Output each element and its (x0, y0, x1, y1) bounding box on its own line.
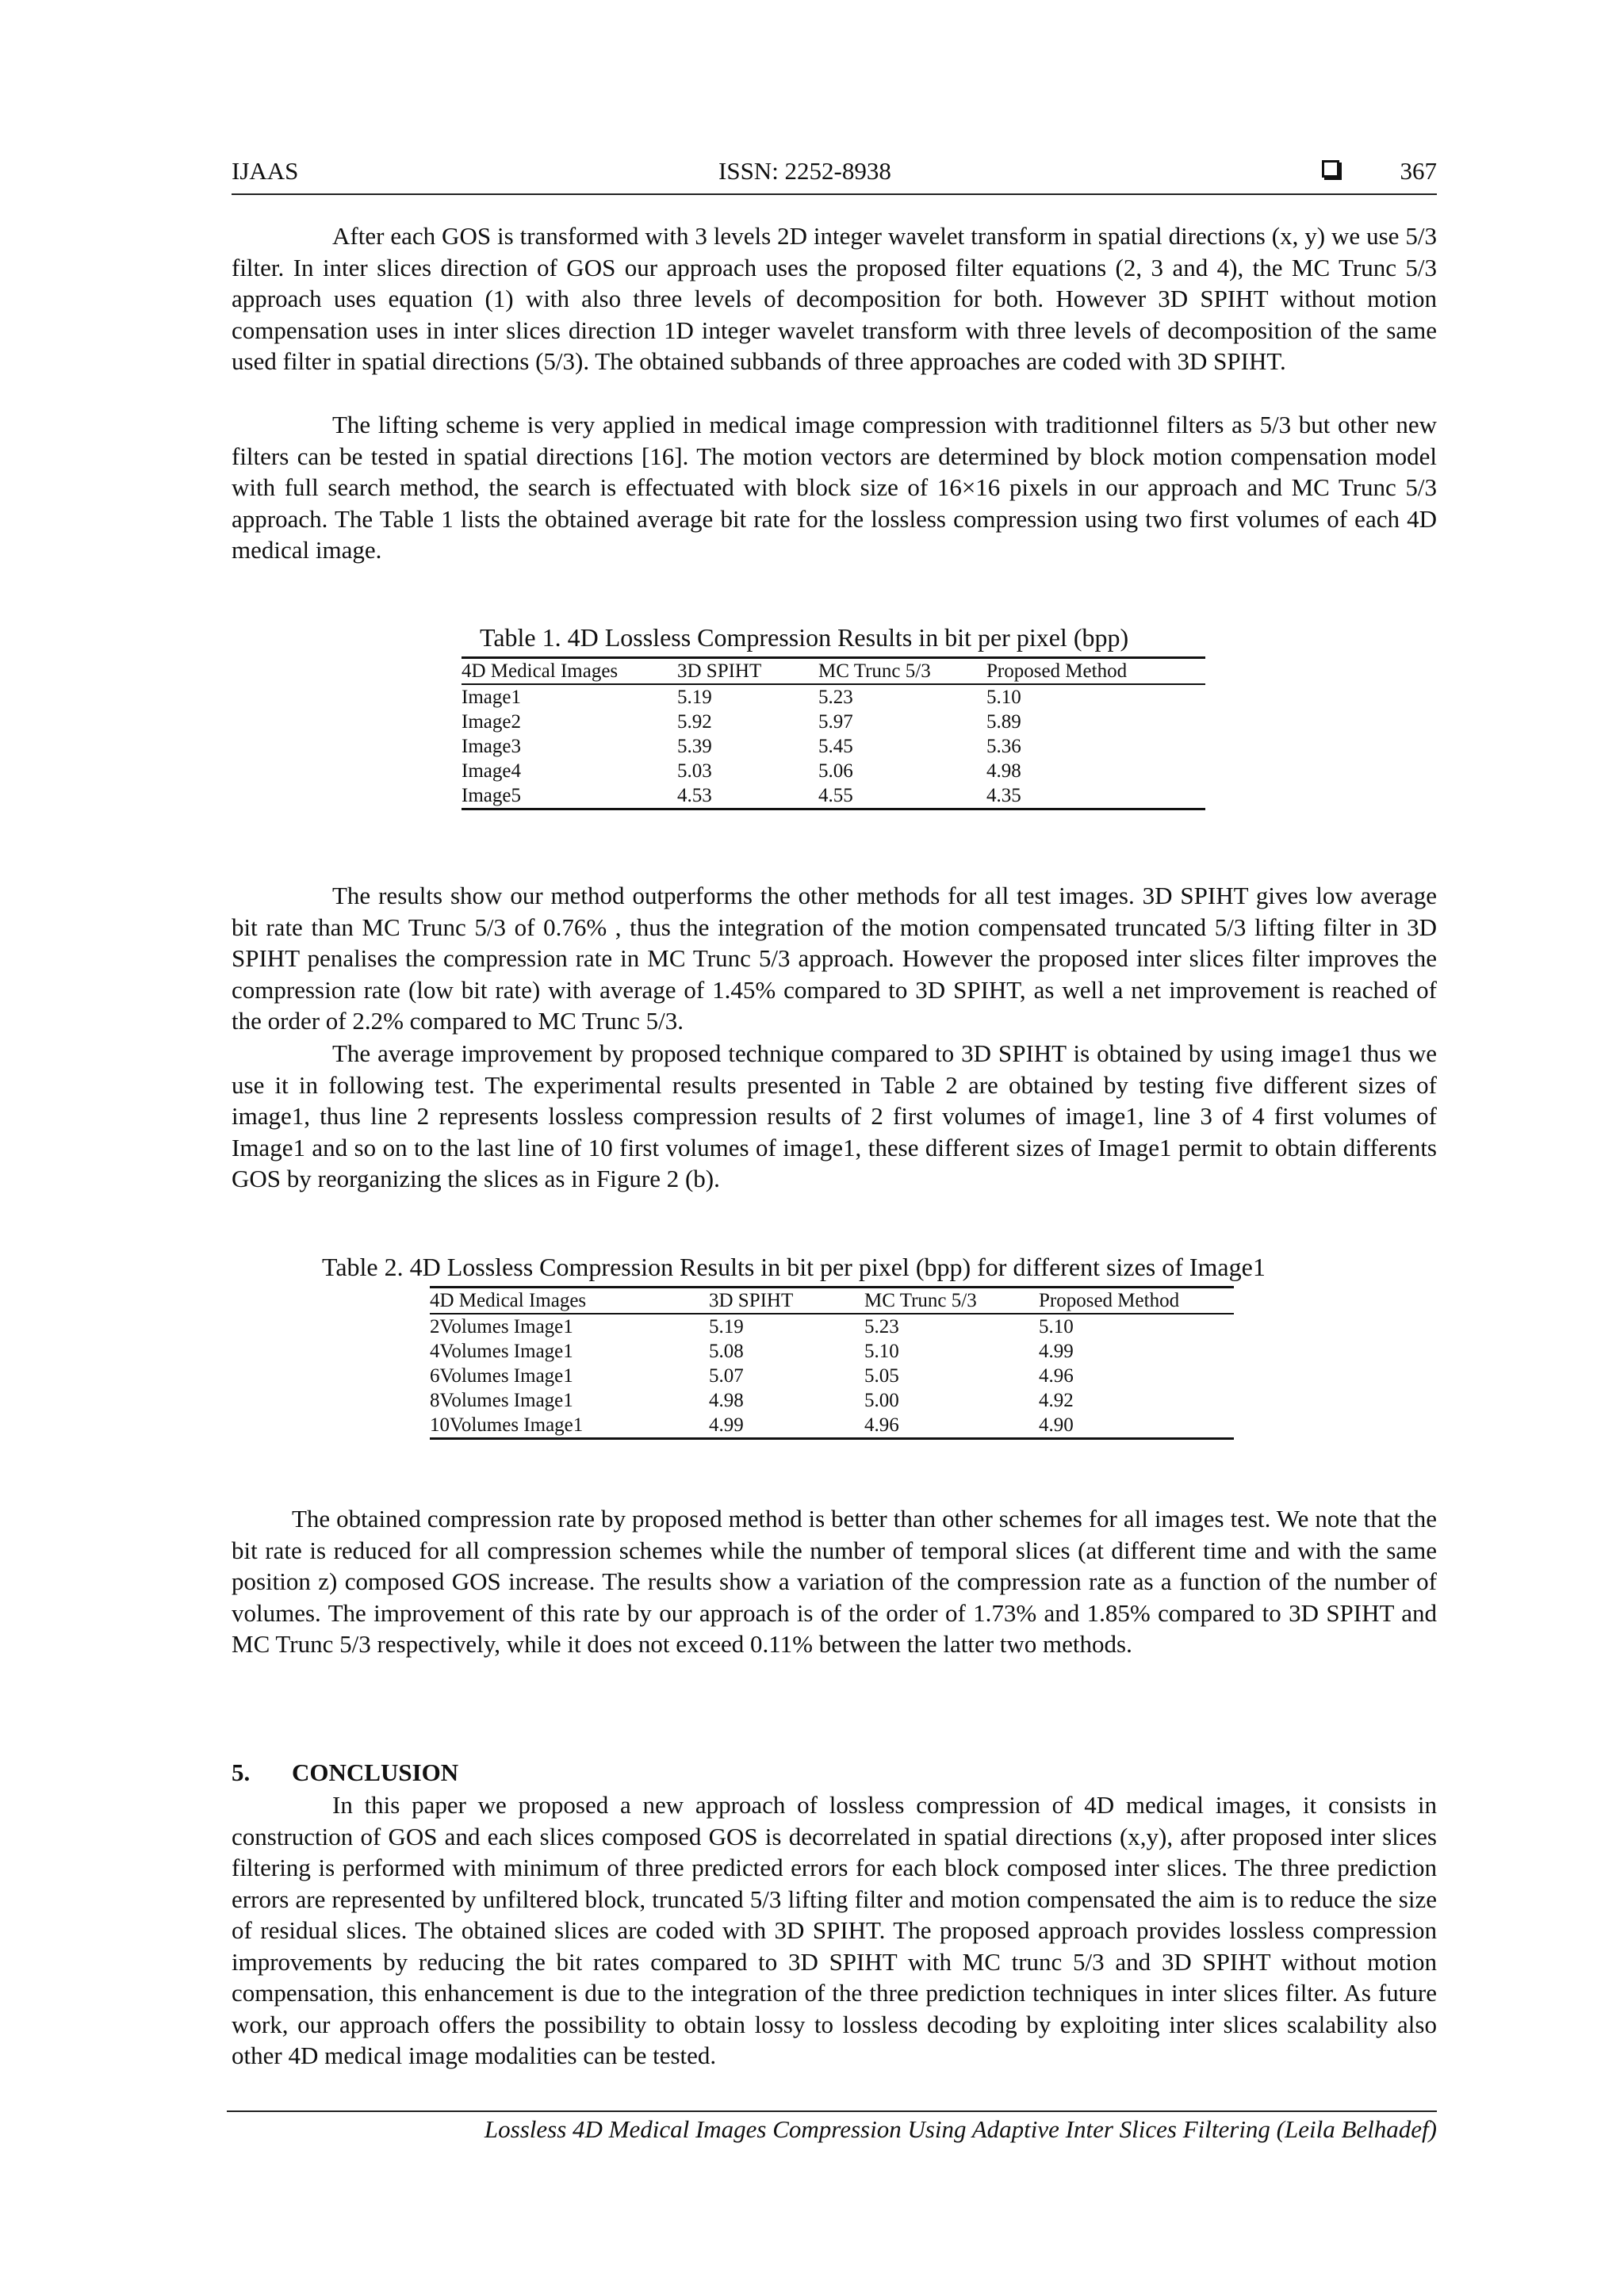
table-cell: 4.90 (1039, 1413, 1234, 1439)
table-cell: 5.10 (986, 687, 1021, 708)
issn: ISSN: 2252-8938 (718, 157, 891, 185)
paragraph-4: The average improvement by proposed technique compared to 3D SPIHT is obtained by using image1 thus we use it in following test. The experimental results presented in Table 2 are obtained by testing five different sizes of image1, thus line 2 represents lossless compression results of 2 first volumes of image1, line 3 of 4 first volumes of Image1 and so on to the last line of 10 first volumes of image1, these different sizes of Image1 permit to obtain differents GOS by reorganizing the slices as in Figure 2 (b). (232, 1039, 1437, 1192)
table-cell: 10Volumes Image1 (430, 1413, 709, 1439)
column-header: Proposed Method (986, 658, 1205, 685)
page-header (232, 154, 1437, 195)
table-header-row (430, 1288, 1234, 1314)
table-cell: Image4 (462, 760, 521, 782)
table-cell: 5.97 (818, 711, 853, 733)
column-header: MC Trunc 5/3 (818, 658, 986, 685)
table-header-row (462, 658, 1205, 685)
conclusion-paragraph: In this paper we proposed a new approach of lossless compression of 4D medical images, it consists in construction of GOS and each slices composed GOS is decorrelated in spatial directions (x,y), after proposed inter slices filtering is performed with minimum of three predicted errors for each block composed inter slices. The three prediction errors are represented by unfiltered block, truncated 5/3 lifting filter and motion compensated the aim is to reduce the size of residual slices. The obtained slices are coded with 3D SPIHT. The proposed approach provides lossless compression improvements by reducing the bit rates compared to 3D SPIHT with MC trunc 5/3 and 3D SPIHT without motion compensation, this enhancement is due to the integration of the three prediction techniques in inter slices filter. As future work, our approach offers the possibility to obtain lossy to lossless decoding by exploiting inter slices scalability also other 4D medical image modalities can be tested. (232, 1791, 1437, 2069)
table-cell: 5.45 (818, 736, 853, 757)
table-cell: 5.39 (677, 736, 712, 757)
table-cell: 5.19 (677, 687, 712, 708)
table-cell: 5.03 (677, 760, 712, 782)
table-row (462, 759, 1205, 783)
column-header: 4D Medical Images (430, 1288, 709, 1314)
column-header: 4D Medical Images (462, 658, 677, 685)
table-cell: Image3 (462, 736, 521, 757)
table-row (430, 1413, 1234, 1439)
table-cell: Image2 (462, 711, 521, 733)
table-cell: 4.35 (986, 783, 1205, 809)
table-2-caption: Table 2. 4D Lossless Compression Results in bit per pixel (bpp) for different sizes of Image1 (322, 1253, 1266, 1281)
column-header: Proposed Method (1039, 1288, 1234, 1314)
table-cell: 4.53 (677, 783, 818, 809)
table-cell: 5.36 (986, 736, 1021, 757)
table-2 (430, 1286, 1234, 1440)
table-cell: Image1 (462, 687, 521, 708)
paragraph-3: The results show our method outperforms the other methods for all test images. 3D SPIHT gives low average bit rate than MC Trunc 5/3 of 0.76% , thus the integration of the motion compensated truncated 5/3 lifting filter in 3D SPIHT penalises the compression rate in MC Trunc 5/3 approach. However the proposed inter slices filter improves the compression rate (low bit rate) with average of 1.45% compared to 3D SPIHT, as well a net improvement is reached of the order of 2.2% compared to MC Trunc 5/3. (232, 882, 1437, 1035)
table-cell: 5.10 (864, 1341, 899, 1362)
table-cell: 4.98 (986, 760, 1021, 782)
column-header: 3D SPIHT (709, 1288, 864, 1314)
table-cell: 5.05 (864, 1365, 899, 1387)
table-row (462, 684, 1205, 710)
table-cell: 5.10 (1039, 1316, 1074, 1337)
table-cell: 2Volumes Image1 (430, 1316, 573, 1337)
table-row (430, 1364, 1234, 1388)
table-cell: 5.06 (818, 760, 853, 782)
table-cell: 5.08 (709, 1341, 744, 1362)
table-cell: 4.99 (709, 1413, 864, 1439)
table-1-caption: Table 1. 4D Lossless Compression Results in bit per pixel (bpp) (480, 623, 1129, 652)
journal-name: IJAAS (232, 157, 299, 185)
table-1 (462, 656, 1205, 810)
table-cell: 8Volumes Image1 (430, 1390, 573, 1411)
section-heading (232, 1758, 458, 1787)
page-number: 367 (1400, 157, 1437, 185)
table-cell: 4.55 (818, 783, 986, 809)
table-cell: 5.07 (709, 1365, 744, 1387)
table-cell: 5.92 (677, 711, 712, 733)
table-cell: 4.96 (864, 1413, 1039, 1439)
table-cell: 4.99 (1039, 1341, 1074, 1362)
table-cell: 4.96 (1039, 1365, 1074, 1387)
box-icon (1322, 160, 1339, 178)
table-row (462, 783, 1205, 809)
section-title: CONCLUSION (292, 1758, 459, 1786)
table-cell: 4Volumes Image1 (430, 1341, 573, 1362)
table-row (462, 734, 1205, 759)
running-footer: Lossless 4D Medical Images Compression Using Adaptive Inter Slices Filtering (Leila Belhadef) (484, 2115, 1437, 2143)
table-cell: 5.89 (986, 711, 1021, 733)
table-cell: 6Volumes Image1 (430, 1365, 573, 1387)
section-number: 5. (232, 1758, 251, 1786)
column-header: 3D SPIHT (677, 658, 818, 685)
table-cell: 5.23 (818, 687, 853, 708)
table-cell: 4.92 (1039, 1390, 1074, 1411)
column-header: MC Trunc 5/3 (864, 1288, 1039, 1314)
table-cell: 5.19 (709, 1316, 744, 1337)
table-row (430, 1314, 1234, 1339)
table-cell: 5.00 (864, 1390, 899, 1411)
paragraph-2: The lifting scheme is very applied in medical image compression with traditionnel filters as 5/3 but other new filters can be tested in spatial directions [16]. The motion vectors are determined by block motion compensation model with full search method, the search is effectuated with block size of 16×16 pixels in our approach and MC Trunc 5/3 approach. The Table 1 lists the obtained average bit rate for the lossless compression using two first volumes of each 4D medical image. (232, 411, 1437, 564)
footer-rule (227, 2110, 1437, 2112)
table-cell: 4.98 (709, 1390, 744, 1411)
table-cell: Image5 (462, 783, 677, 809)
table-row (430, 1339, 1234, 1364)
paragraph-5: The obtained compression rate by proposed method is better than other schemes for all images test. We note that the bit rate is reduced for all compression schemes while the number of temporal slices (at different time and with the same position z) composed GOS increase. The results show a variation of the compression rate as a function of the number of volumes. The improvement of this rate by our approach is of the order of 1.73% and 1.85% compared to 3D SPIHT and MC Trunc 5/3 respectively, while it does not exceed 0.11% between the latter two methods. (232, 1505, 1437, 1658)
table-row (462, 710, 1205, 734)
table-cell: 5.23 (864, 1316, 899, 1337)
table-row (430, 1388, 1234, 1413)
paragraph-1: After each GOS is transformed with 3 levels 2D integer wavelet transform in spatial directions (x, y) we use 5/3 filter. In inter slices direction of GOS our approach uses the proposed filter equations (2, 3 and 4), the MC Trunc 5/3 approach uses equation (1) with also three levels of decomposition for both. However 3D SPIHT without motion compensation uses in inter slices direction 1D integer wavelet transform with three levels of decomposition of the same used filter in spatial directions (5/3). The obtained subbands of three approaches are coded with 3D SPIHT. (232, 222, 1437, 375)
